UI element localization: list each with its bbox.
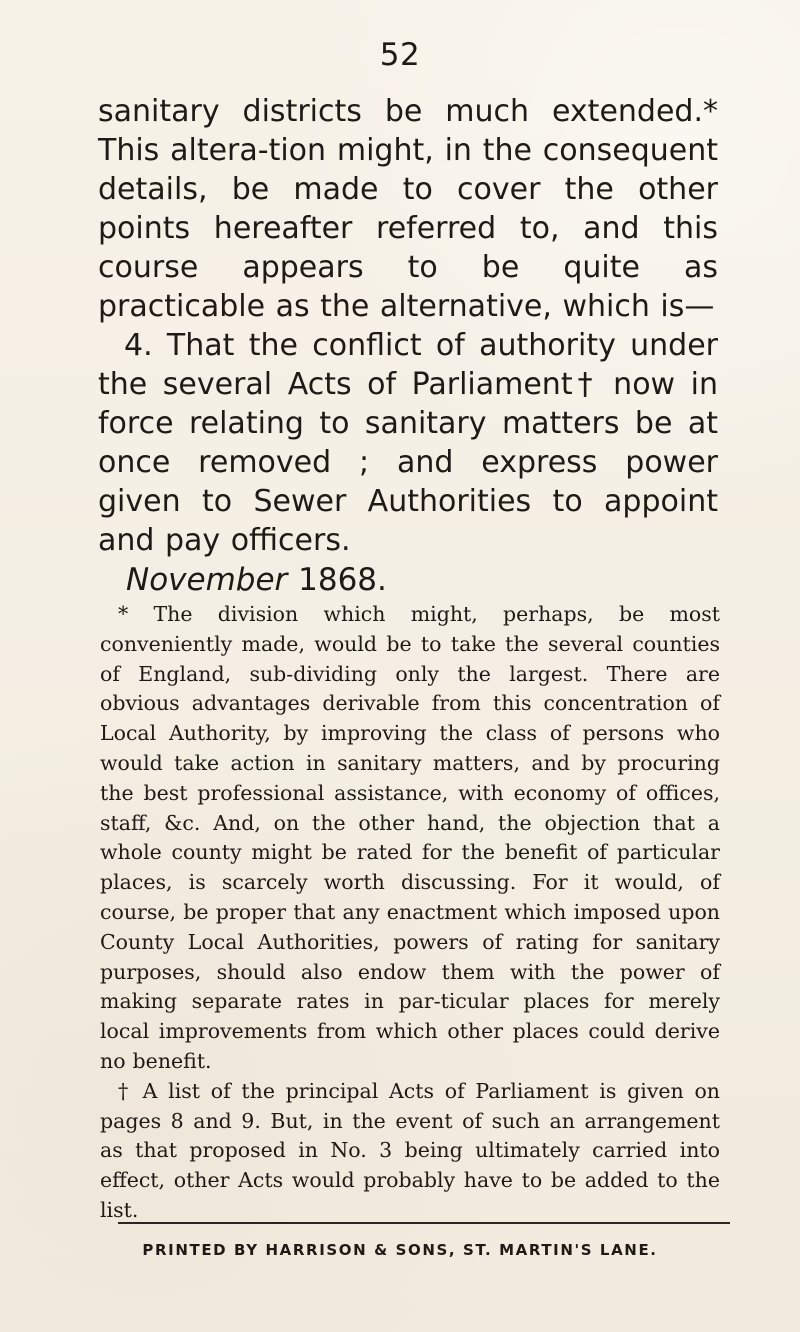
- printer-imprint: PRINTED BY HARRISON & SONS, ST. MARTIN'S LANE.: [142, 1241, 658, 1259]
- date-month: November: [126, 562, 288, 598]
- main-paragraph-2: 4. That the conflict of authority under the several Acts of Parliament† now in force relating to sanitary matters be at once removed ; and express power given to Sewer Authorities to appoint and pay officers.: [98, 328, 718, 558]
- main-text-block: [98, 92, 718, 600]
- main-paragraph-1: sanitary districts be much extended.* This altera-tion might, in the consequent details, be made to cover the other points hereafter referred to, and this course appears to be quite as practicable as the alternative, which is—: [98, 94, 718, 324]
- footnotes-block: [100, 600, 720, 1226]
- footnote-1: * The division which might, perhaps, be most conveniently made, would be to take the several counties of England, sub-dividing only the largest. There are obvious advantages derivable from this concentration of Local Authority, by improving the class of persons who would take action in sanitary matters, and by procuring the best professional assistance, with economy of offices, staff, &c. And, on the other hand, the objection that a whole county might be rated for the benefit of particular places, is scarcely worth discussing. For it would, of course, be proper that any enactment which imposed upon County Local Authorities, powers of rating for sanitary purposes, should also endow them with the power of making separate rates in par-ticular places for merely local improvements from which other places could derive no benefit.: [100, 602, 720, 1073]
- date-year: 1868.: [298, 562, 387, 598]
- footnote-2: † A list of the principal Acts of Parliament is given on pages 8 and 9. But, in the event of such an arrangement as that proposed in No. 3 being ultimately carried into effect, other Acts would probably have to be added to the list.: [100, 1078, 720, 1222]
- footer-divider: [118, 1222, 730, 1224]
- date-line: [98, 561, 718, 600]
- page-number: 52: [379, 37, 421, 73]
